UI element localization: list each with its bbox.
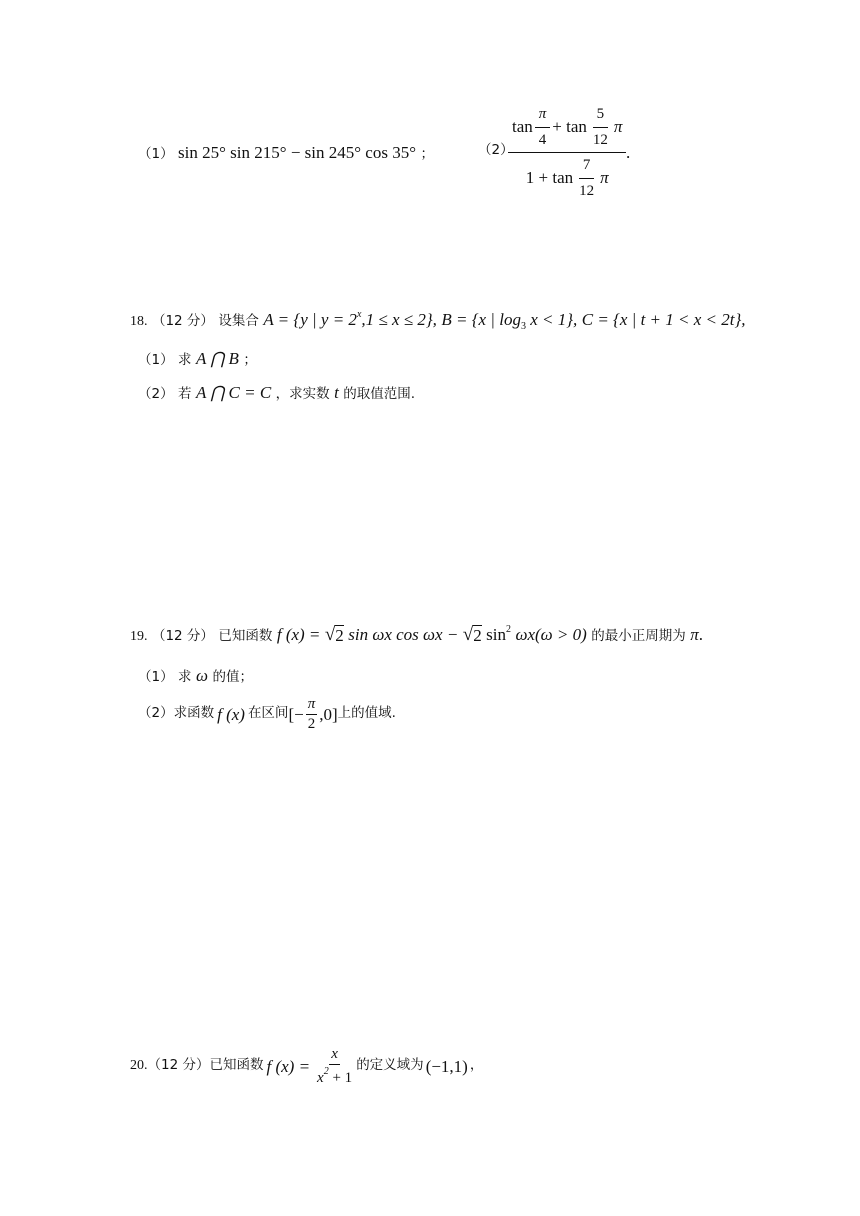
q20-end: ， (469, 1057, 484, 1074)
q19-statement (130, 625, 703, 644)
q20-frac-top: x (329, 1046, 340, 1065)
q17-num-pi-over-4 (535, 106, 551, 148)
q18-set-a-exponent: x (356, 309, 362, 320)
q20-intro: 已知函数 (209, 1057, 264, 1074)
q19-term1: sin ωx cos ωx − (348, 625, 459, 644)
q19-sqrt2-radicand: 2 (473, 626, 482, 645)
q17-part1 (138, 144, 434, 162)
q18-part1 (138, 350, 257, 368)
q19-sqrt1-radicand: 2 (335, 626, 344, 645)
q18-part2 (138, 384, 415, 402)
q18-statement (130, 310, 746, 332)
q18-set-a-rest: ,1 ≤ x ≤ 2}, (361, 310, 437, 329)
q19-sqrt-2-first: √ 2 (324, 624, 344, 645)
q20-score: （12 分） (147, 1057, 210, 1074)
q19-part2-fx: f (x) (217, 704, 245, 724)
q17-num-plus-tan: + tan (552, 117, 587, 136)
q20-frac-bottom (315, 1065, 354, 1087)
q18-set-b: B = {x | log (441, 310, 521, 329)
q17-num-tan: tan (512, 117, 533, 136)
q18-part1-math: A ⋂ B (196, 349, 239, 368)
q19-part2-pi-over-2 (306, 696, 318, 732)
q18-part1-label: （1） (138, 352, 174, 368)
q20-fraction (315, 1046, 354, 1086)
q17-num-12-bot: 12 (592, 131, 608, 148)
q18-part1-end: ； (243, 352, 257, 368)
q17-num-5-over-12 (589, 106, 612, 148)
q18-set-b-rest: x < 1}, (525, 310, 578, 329)
q19-end: . (698, 625, 704, 644)
q19-sqrt-2-second: √ 2 (462, 624, 482, 645)
q20-frac-bot-exponent: 2 (323, 1065, 329, 1077)
q18-number: 18. (130, 314, 148, 329)
q18-part2-label: （2） (138, 386, 174, 402)
q17-num-pi4-top: π (535, 106, 551, 128)
q17-den-12-bot: 12 (579, 182, 595, 199)
q17-den-7-over-12 (575, 157, 598, 199)
q20-fx: f (x) = (266, 1056, 311, 1076)
q17-part1-label: （1） (138, 146, 174, 162)
q17-part1-end: ； (420, 146, 434, 162)
q19-part1 (138, 667, 253, 685)
q19-part2 (138, 696, 396, 732)
q18-part2-math: A ⋂ C = C (196, 383, 272, 402)
q19-score: （12 分） (151, 628, 214, 644)
q19-term2-sin: sin (486, 625, 507, 644)
q19-part2-interval-open: [− (288, 704, 304, 724)
q19-number: 19. (130, 629, 148, 644)
q19-term2-exponent: 2 (506, 624, 512, 635)
q17-part2-denominator (522, 153, 613, 199)
q17-den-1-plus-tan: 1 + tan (525, 168, 574, 187)
q18-intro: 设集合 (218, 313, 259, 329)
q17-num-5-top: 5 (593, 106, 609, 128)
q19-part1-var: ω (196, 666, 209, 685)
q20-statement (130, 1046, 483, 1086)
q20-frac-bot-plus-1: + 1 (328, 1069, 353, 1086)
q19-part2-interval-close: ,0] (319, 704, 338, 724)
q17-num-pi: π (613, 117, 623, 136)
q18-set-c: C = {x | t + 1 < x < 2t}, (581, 310, 746, 329)
q17-part2-end: . (626, 143, 631, 162)
q19-period: π (690, 625, 699, 644)
q17-den-7-top: 7 (579, 157, 595, 179)
q19-term2-rest: ωx(ω > 0) (515, 625, 587, 644)
q17-part2-fraction (508, 106, 626, 199)
q19-part1-label: （1） (138, 669, 174, 685)
q19-part2-label: （2） (138, 705, 174, 722)
q19-part1-text-b: 的值； (212, 669, 253, 685)
q17-part2-label: （2） (478, 142, 514, 158)
q20-frac-bot-x: x (317, 1069, 324, 1086)
q20-tail: 的定义域为 (356, 1057, 424, 1074)
q19-part2-frac-top: π (306, 696, 318, 715)
q18-part2-text-a: 若 (178, 386, 192, 402)
q17-part1-expression: sin 25° sin 215° − sin 245° cos 35° (178, 143, 417, 162)
q18-set-a: A = {y | y = 2 (263, 310, 357, 329)
q18-set-b-log-base: 3 (520, 321, 526, 332)
q18-part1-text: 求 (178, 352, 192, 368)
q20-number: 20. (130, 1058, 148, 1073)
q19-intro: 已知函数 (218, 628, 273, 644)
q18-score: （12 分） (151, 313, 214, 329)
q17-den-pi: π (600, 168, 609, 187)
q20-domain: (−1,1) (425, 1056, 468, 1076)
q18-part2-text-c: 的取值范围. (343, 386, 416, 402)
q18-part2-var: t (334, 383, 339, 402)
q19-part2-text-a: 求函数 (173, 705, 215, 722)
q17-part2-numerator (508, 106, 626, 153)
q19-part1-text-a: 求 (178, 669, 192, 685)
q18-part2-text-b: ，求实数 (275, 386, 330, 402)
q17-num-pi4-bot: 4 (538, 131, 547, 148)
q19-part2-text-c: 上的值域. (337, 705, 396, 722)
q19-part2-frac-bot: 2 (307, 715, 316, 732)
q19-tail: 的最小正周期为 (591, 628, 686, 644)
q19-part2-text-b: 在区间 (247, 705, 289, 722)
q19-fx: f (x) = (276, 625, 321, 644)
